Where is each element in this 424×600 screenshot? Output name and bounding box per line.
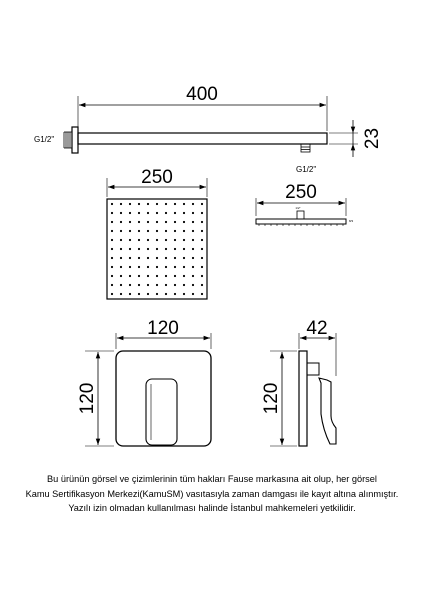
nozzle-dot — [120, 293, 122, 295]
nozzle-dot — [183, 203, 185, 205]
nozzle-dot — [156, 239, 158, 241]
nozzle-dot — [201, 239, 203, 241]
nozzle-dot — [129, 275, 131, 277]
nozzle-dot — [120, 257, 122, 259]
nozzle-dot — [138, 293, 140, 295]
nozzle-dot — [192, 239, 194, 241]
arm-thread-stub — [64, 132, 72, 148]
mixer-side-body — [307, 363, 319, 375]
nozzle-dot — [192, 266, 194, 268]
mixer-front-view — [85, 333, 211, 446]
nozzle-dot — [165, 230, 167, 232]
nozzle-dot — [174, 266, 176, 268]
arm-outlet — [301, 144, 310, 152]
nozzle-dot — [120, 266, 122, 268]
dim-mixer-depth: 42 — [306, 318, 328, 339]
nozzle-dot — [129, 239, 131, 241]
nozzle-dot — [174, 275, 176, 277]
nozzle-dot — [192, 275, 194, 277]
nozzle-dot — [174, 221, 176, 223]
arm-wall-flange — [72, 127, 78, 153]
nozzle-dot — [138, 248, 140, 250]
nozzle-dot — [174, 293, 176, 295]
nozzle-dot — [111, 284, 113, 286]
nozzle-dot — [138, 266, 140, 268]
nozzle-dot — [183, 248, 185, 250]
nozzle-dot — [156, 203, 158, 205]
copyright-caption — [0, 472, 424, 516]
nozzle-dot — [165, 221, 167, 223]
nozzle-dot — [129, 221, 131, 223]
nozzle-dot — [111, 230, 113, 232]
nozzle-dot — [174, 230, 176, 232]
nozzle-dot — [138, 284, 140, 286]
tiny-note-right: 8/3 — [349, 219, 354, 223]
nozzle-dot — [183, 230, 185, 232]
nozzle-dot — [111, 266, 113, 268]
nozzle-dot — [147, 275, 149, 277]
nozzle-dot — [174, 284, 176, 286]
nozzle-dot — [147, 221, 149, 223]
nozzle-dot — [129, 230, 131, 232]
nozzle-dot — [138, 230, 140, 232]
nozzle-dot — [183, 257, 185, 259]
nozzle-dot — [201, 230, 203, 232]
nozzle-dot — [147, 293, 149, 295]
nozzle-dot — [174, 212, 176, 214]
nozzle-dot — [147, 203, 149, 205]
nozzle-dot — [183, 212, 185, 214]
nozzle-dot — [138, 203, 140, 205]
arm-body — [78, 133, 327, 144]
nozzle-dot — [183, 221, 185, 223]
nozzle-dot — [192, 221, 194, 223]
nozzle-dot — [156, 212, 158, 214]
nozzle-dot — [129, 248, 131, 250]
nozzle-dot — [111, 293, 113, 295]
nozzle-dot — [156, 266, 158, 268]
nozzle-dot — [147, 230, 149, 232]
nozzle-dot — [138, 212, 140, 214]
nozzle-dot — [165, 275, 167, 277]
nozzle-dot — [156, 293, 158, 295]
nozzle-dot — [120, 284, 122, 286]
nozzle-dot — [174, 239, 176, 241]
nozzle-dot — [111, 257, 113, 259]
caption-line-2: Kamu Sertifikasyon Merkezi(KamuSM) vasıtasıyla zaman damgası ile kayıt altına alınmıştır. — [25, 488, 399, 499]
nozzle-dot — [201, 221, 203, 223]
nozzle-dot — [129, 203, 131, 205]
nozzle-dot — [138, 239, 140, 241]
nozzle-dot — [183, 284, 185, 286]
nozzle-dot — [156, 257, 158, 259]
nozzle-dot — [192, 257, 194, 259]
nozzle-dot — [192, 284, 194, 286]
nozzle-dot — [147, 284, 149, 286]
nozzle-dot — [201, 257, 203, 259]
nozzle-dot — [138, 257, 140, 259]
nozzle-dot — [174, 248, 176, 250]
nozzle-dot — [111, 212, 113, 214]
nozzle-dot — [120, 212, 122, 214]
nozzle-dot — [183, 275, 185, 277]
nozzle-dot — [156, 248, 158, 250]
nozzle-dot — [111, 239, 113, 241]
nozzle-dot — [147, 239, 149, 241]
nozzle-dot — [120, 203, 122, 205]
dim-head-top-width: 250 — [141, 167, 173, 188]
nozzle-dot — [120, 230, 122, 232]
head-side-connector — [297, 211, 304, 219]
thread-label-left: G1/2" — [34, 135, 55, 144]
mixer-side-plate — [299, 351, 307, 446]
nozzle-dot — [138, 221, 140, 223]
nozzle-dot — [120, 221, 122, 223]
nozzle-dot — [201, 293, 203, 295]
nozzle-dot — [201, 203, 203, 205]
nozzle-dot — [192, 203, 194, 205]
nozzle-dot — [183, 239, 185, 241]
thread-label-right: G1/2" — [296, 165, 317, 174]
nozzle-dot — [138, 275, 140, 277]
nozzle-dot — [192, 248, 194, 250]
nozzle-dot — [111, 203, 113, 205]
nozzle-dot — [201, 248, 203, 250]
nozzle-dot — [120, 275, 122, 277]
nozzle-dot — [192, 212, 194, 214]
dim-mixer-side-height: 120 — [261, 382, 282, 415]
mixer-front-lever — [146, 379, 177, 445]
nozzle-dot — [147, 266, 149, 268]
nozzle-dot — [111, 248, 113, 250]
nozzle-dot — [201, 284, 203, 286]
nozzle-dot — [111, 275, 113, 277]
nozzle-dot — [147, 212, 149, 214]
nozzle-dot — [174, 257, 176, 259]
shower-arm-view — [64, 96, 358, 157]
nozzle-dot — [120, 248, 122, 250]
shower-head-top-view — [107, 178, 207, 299]
dim-mixer-height: 120 — [77, 382, 98, 415]
nozzle-dot — [201, 212, 203, 214]
mixer-front-plate — [116, 351, 211, 446]
dim-head-side-width: 250 — [285, 182, 317, 203]
nozzle-dot — [147, 248, 149, 250]
nozzle-dot — [111, 221, 113, 223]
mixer-side-lever — [319, 378, 336, 444]
nozzle-dot — [156, 230, 158, 232]
nozzle-dot — [156, 284, 158, 286]
nozzle-dot — [156, 221, 158, 223]
caption-line-1: Bu ürünün görsel ve çizimlerinin tüm hakları Fause markasına ait olup, her görsel — [47, 474, 377, 484]
nozzle-grid — [111, 203, 203, 295]
nozzle-dot — [174, 203, 176, 205]
nozzle-dot — [156, 275, 158, 277]
nozzle-dot — [129, 284, 131, 286]
dim-arm-length: 400 — [186, 84, 218, 105]
nozzle-dot — [120, 239, 122, 241]
nozzle-dot — [192, 293, 194, 295]
nozzle-dot — [201, 266, 203, 268]
dim-arm-height: 23 — [362, 127, 383, 150]
caption-line-3: Yazılı izin olmadan kullanılması halinde İstanbul mahkemeleri yetkilidir. — [68, 503, 356, 513]
tiny-note-left: 1/2" — [295, 206, 301, 210]
nozzle-dot — [183, 266, 185, 268]
dim-mixer-width: 120 — [147, 318, 179, 339]
nozzle-dot — [165, 248, 167, 250]
nozzle-dot — [192, 230, 194, 232]
nozzle-dot — [165, 257, 167, 259]
nozzle-dot — [183, 293, 185, 295]
nozzle-dot — [165, 203, 167, 205]
nozzle-dot — [165, 284, 167, 286]
nozzle-dot — [129, 212, 131, 214]
nozzle-dot — [147, 257, 149, 259]
nozzle-dot — [165, 266, 167, 268]
head-side-plate — [256, 219, 346, 224]
nozzle-dot — [129, 266, 131, 268]
nozzle-dot — [165, 293, 167, 295]
nozzle-dot — [129, 257, 131, 259]
nozzle-dot — [165, 212, 167, 214]
nozzle-dot — [201, 275, 203, 277]
nozzle-dot — [165, 239, 167, 241]
nozzle-dot — [129, 293, 131, 295]
